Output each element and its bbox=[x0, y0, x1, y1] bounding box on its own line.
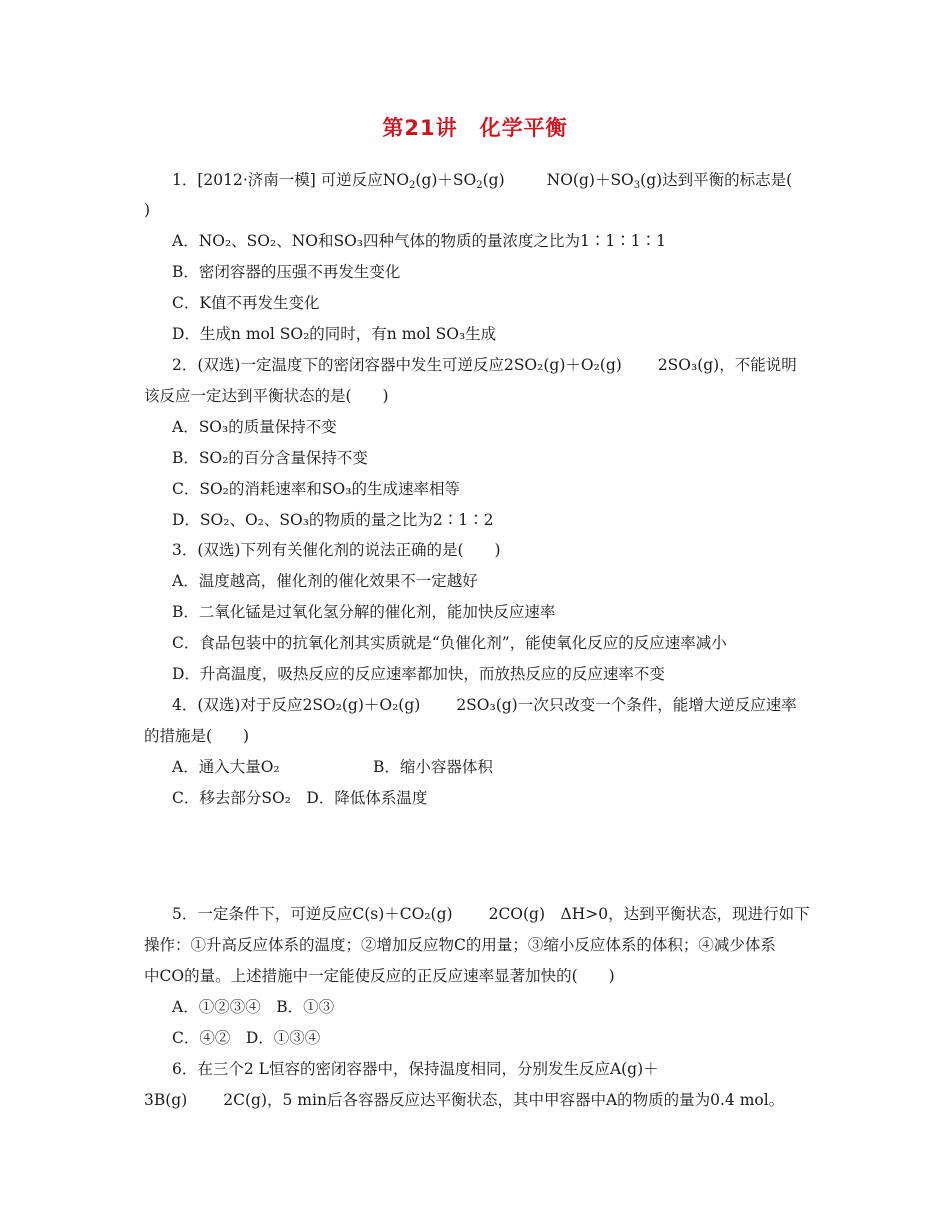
q2-option-b: B．SO₂的百分含量保持不变 bbox=[172, 449, 368, 467]
q1-stem-part3: (g) bbox=[482, 171, 505, 189]
q6-stem-part1: 3B(g) bbox=[144, 1091, 188, 1109]
q4-option-b: B．缩小容器体积 bbox=[373, 758, 493, 776]
q1-stem-line2: ) bbox=[144, 201, 151, 219]
q1-option-a: A．NO₂、SO₂、NO和SO₃四种气体的物质的量浓度之比为1∶1∶1∶1 bbox=[172, 232, 666, 250]
q5-stem-line2: 操作：①升高反应体系的温度；②增加反应物C的用量；③缩小反应体系的体积；④减少体系 bbox=[144, 936, 776, 954]
q4-option-a: A．通入大量O₂ bbox=[172, 758, 280, 776]
q2-option-c: C．SO₂的消耗速率和SO₃的生成速率相等 bbox=[172, 480, 460, 498]
q4-stem-part1: 4．(双选)对于反应2SO₂(g)＋O₂(g) bbox=[172, 696, 421, 714]
q3-stem: 3．(双选)下列有关催化剂的说法正确的是( ) bbox=[172, 541, 501, 559]
q1-stem-line1: 1．[2012·济南一模] 可逆反应$NO_2(g)+SO_2(g)$ $NO(g)+SO_3(g)$达到平衡的标志是( bbox=[172, 171, 793, 191]
q1-stem-part2: (g)＋SO bbox=[415, 171, 477, 189]
q3-option-b: B．二氧化锰是过氧化氢分解的催化剂，能加快反应速率 bbox=[172, 603, 556, 621]
q4-stem-line2: 的措施是( ) bbox=[144, 727, 250, 745]
q4-stem-line1 bbox=[172, 695, 797, 715]
q2-stem-line2: 该反应一定达到平衡状态的是( ) bbox=[144, 387, 389, 405]
q4-option-cd: C．移去部分SO₂ D．降低体系温度 bbox=[172, 789, 428, 807]
q5-stem-line3: 中CO的量。上述措施中一定能使反应的正反应速率显著加快的( ) bbox=[144, 967, 615, 985]
page-title: 第21讲 化学平衡 bbox=[382, 116, 568, 140]
q2-option-a: A．SO₃的质量保持不变 bbox=[172, 418, 337, 436]
q5-options-ab: A．①②③④ B．①③ bbox=[172, 998, 335, 1016]
q1-stem-part1: 1．[2012·济南一模] 可逆反应NO bbox=[172, 171, 410, 189]
q6-stem-line2 bbox=[144, 1090, 784, 1110]
q5-stem-part2: 2CO(g) ΔH>0，达到平衡状态，现进行如下 bbox=[488, 905, 810, 923]
q5-stem-part1: 5．一定条件下，可逆反应C(s)＋CO₂(g) bbox=[172, 905, 453, 923]
q1-option-d: D．生成n mol SO₂的同时，有n mol SO₃生成 bbox=[172, 325, 497, 343]
q6-stem-part2: 2C(g)，5 min后各容器反应达平衡状态，其中甲容器中A的物质的量为0.4 mol。 bbox=[223, 1091, 785, 1109]
q1-stem-part4: NO(g)＋SO bbox=[546, 171, 634, 189]
q2-stem-line1 bbox=[172, 355, 797, 375]
q2-option-d: D．SO₂、O₂、SO₃的物质的量之比为2∶1∶2 bbox=[172, 511, 494, 529]
q1-option-c: C．K值不再发生变化 bbox=[172, 294, 320, 312]
q2-stem-part1: 2．(双选)一定温度下的密闭容器中发生可逆反应2SO₂(g)＋O₂(g) bbox=[172, 356, 622, 374]
q4-stem-part2: 2SO₃(g)一次只改变一个条件，能增大逆反应速率 bbox=[456, 696, 797, 714]
q1-stem-part5: (g)达到平衡的标志是( bbox=[640, 171, 793, 189]
q3-option-c: C．食品包装中的抗氧化剂其实质就是“负催化剂”，能使氧化反应的反应速率减小 bbox=[172, 634, 727, 652]
q2-stem-part2: 2SO₃(g)，不能说明 bbox=[657, 356, 797, 374]
q3-option-d: D．升高温度，吸热反应的反应速率都加快，而放热反应的反应速率不变 bbox=[172, 665, 665, 683]
q5-options-cd: C．④② D．①③④ bbox=[172, 1029, 321, 1047]
q1-option-b: B．密闭容器的压强不再发生变化 bbox=[172, 263, 401, 281]
q3-option-a: A．温度越高，催化剂的催化效果不一定越好 bbox=[172, 572, 478, 590]
q5-stem-line1 bbox=[172, 904, 810, 924]
q6-stem-line1: 6．在三个2 L恒容的密闭容器中，保持温度相同，分别发生反应A(g)＋ bbox=[172, 1060, 659, 1078]
